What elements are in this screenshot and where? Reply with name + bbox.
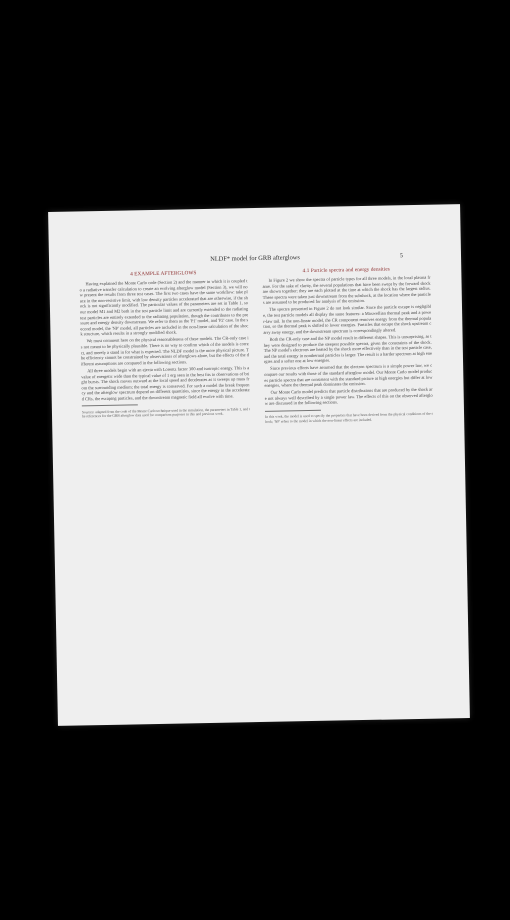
document-page	[48, 204, 470, 726]
section-heading: 4 EXAMPLE AFTERGLOWS	[130, 270, 197, 278]
paragraph: Having explained the Monte Carlo code (Section 2) and the manner in which it is coupled to a radiative transfer calculation to create an evolving afterglow model (Section 3), we will now present the results from three test cases. The first two cases have the same workflow: take place in the non-resistive limit, with low density particles accelerated that are otherwise, if the shock is not significantly modified. The particular values of the parameters are set in Table 1, so our model M1 and M2 both in the test particle limit and are currently extended to the radiating test particles are entirely extended to the radiating population, though the contributes to the pressure and energy density downstream. We refer to them as the 'P1' model, and 'P2' case. In the second model, the 'NP' model, all particles are included in the non-linear calculation of the shock structure, which results in a strongly modified shock.	[79, 278, 249, 337]
page-number: 5	[399, 253, 404, 260]
paragraph: The spectra presented in Figure 2 do not look similar. Since the particle escape is negligible, the test particle models all display the same features: a Maxwellian thermal peak and a power-law tail. In the non-linear model, the CR component removes energy from the thermal population, so the thermal peak is shifted to lower energies. Particles that escape the shock upstream carry away energy, and the downstream spectrum is correspondingly altered.	[263, 304, 432, 335]
footnote: In this work, the model is used to specify the properties that have been derived from the physical conditions of the shock; 'NP' refers to the model in which the non-linear effects are included.	[265, 411, 434, 424]
paragraph: Both the CR-only case and the NP model result in different shapes. This is unsurprising, as they were designed to produce the steepest possible spectra, given the constraints of the shock. The NP model's electrons are heated by the shock more effectively than in the test particle case, and the total energy in nonthermal particles is larger. The result is a harder spectrum at high energies and a softer one at low energies.	[263, 333, 432, 365]
right-column	[262, 265, 433, 428]
paragraph: In Figure 2 we show the spectra of particle types for all three models, in the local plasma frame. For the sake of clarity, the several populations that have been swept by the forward shock are shown together; they are each plotted at the time at which the shock has the largest radius. These spectra were taken just downstream from the subshock, at the location where the particles are assumed to be produced for analysis of the emission.	[262, 274, 431, 306]
subsection-heading: 4.1 Particle spectra and energy densities	[302, 266, 390, 275]
left-column	[79, 268, 250, 423]
footnote-rule	[265, 410, 321, 412]
paragraph: All three models begin with an ejecta with Lorentz factor 300 and isotropic energy. This is a value of energetic wide than the typical value of 1 erg seen in the best fits to observations of bright bursts. The shock moves outward at the local speed and decelerates as it sweeps up mass from the surrounding medium; the total energy is conserved. For such a model the break frequency and the afterglow spectrum depend on different quantities, since the energy in the accelerated CRs, the escaping particles, and the downstream magnetic field all evolve with time.	[81, 365, 250, 402]
paragraph: We must comment here on the physical reasonableness of these models. The CR-only case is not meant to be physically plausible. There is no way to confirm which of the models is correct, and merely a stand in for what is expected. The NLDF model is the more physical picture. The efficiency cannot be constrained by observations of afterglows alone, but the effects of the different assumptions are compared in the following sections.	[80, 335, 249, 367]
paragraph: Since previous efforts have assumed that the electron spectrum is a simple power law, we compare our results with those of the standard afterglow model. Our Monte Carlo model produces particle spectra that are consistent with the standard picture at high energies but differ at low energies, where the thermal peak dominates the emission.	[264, 363, 433, 389]
footnote: Sources: adapted from the code of the Monte Carlo technique used in the simulation, the parameters in Table 1, and the references for the GRB afterglow data used for comparison purposes in this and previous work.	[81, 406, 250, 419]
running-title: NLDF* model for GRB afterglows	[210, 254, 300, 263]
paragraph: Our Monte Carlo model predicts that particle distributions that are produced by the shock are not always well described by a single power law. The effects of this on the observed afterglow are discussed in the following sections.	[264, 386, 433, 407]
footnote-rule	[82, 405, 138, 407]
